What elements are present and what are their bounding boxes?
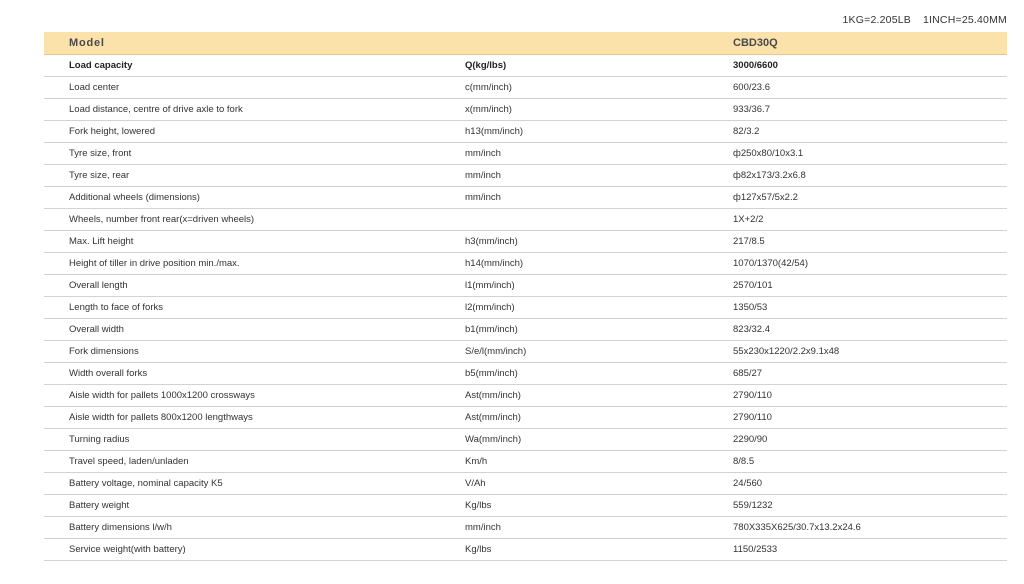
spec-unit: Kg/lbs: [465, 495, 733, 517]
spec-value: ф250x80/10x3.1: [733, 143, 1007, 165]
spec-unit: S/e/l(mm/inch): [465, 341, 733, 363]
spec-value: 55x230x1220/2.2x9.1x48: [733, 341, 1007, 363]
spec-label: Fork height, lowered: [44, 121, 465, 143]
header-model-value: CBD30Q: [733, 32, 1007, 55]
spec-label: Additional wheels (dimensions): [44, 187, 465, 209]
table-row: [44, 143, 1007, 165]
spec-label: Tyre size, rear: [44, 165, 465, 187]
spec-value: 685/27: [733, 363, 1007, 385]
spec-unit: Ast(mm/inch): [465, 385, 733, 407]
spec-label: Width overall forks: [44, 363, 465, 385]
table-header-row: [44, 32, 1007, 55]
spec-unit: h14(mm/inch): [465, 253, 733, 275]
table-row: [44, 385, 1007, 407]
spec-value: ф82x173/3.2x6.8: [733, 165, 1007, 187]
spec-unit: mm/inch: [465, 517, 733, 539]
table-row: [44, 319, 1007, 341]
spec-label: Tyre size, front: [44, 143, 465, 165]
unit-conversion-note: [843, 14, 1007, 26]
spec-unit: c(mm/inch): [465, 77, 733, 99]
spec-value: 1070/1370(42/54): [733, 253, 1007, 275]
table-row: [44, 77, 1007, 99]
spec-label: Overall length: [44, 275, 465, 297]
spec-unit: [465, 209, 733, 231]
spec-label: Height of tiller in drive position min./max.: [44, 253, 465, 275]
table-row: [44, 539, 1007, 561]
spec-label: Battery weight: [44, 495, 465, 517]
table-row: [44, 165, 1007, 187]
spec-unit: h13(mm/inch): [465, 121, 733, 143]
header-unit: [465, 32, 733, 55]
spec-value: 1150/2533: [733, 539, 1007, 561]
table-row: [44, 121, 1007, 143]
spec-value: 8/8.5: [733, 451, 1007, 473]
spec-unit: Wa(mm/inch): [465, 429, 733, 451]
table-row: [44, 55, 1007, 77]
spec-label: Travel speed, laden/unladen: [44, 451, 465, 473]
spec-unit: l1(mm/inch): [465, 275, 733, 297]
table-row: [44, 517, 1007, 539]
table-row: [44, 99, 1007, 121]
spec-unit: mm/inch: [465, 143, 733, 165]
spec-unit: l2(mm/inch): [465, 297, 733, 319]
kg-conversion: 1KG=2.205LB: [842, 14, 911, 26]
table-row: [44, 407, 1007, 429]
spec-unit: b1(mm/inch): [465, 319, 733, 341]
spec-unit: Q(kg/lbs): [465, 55, 733, 77]
spec-label: Service weight(with battery): [44, 539, 465, 561]
table-row: [44, 231, 1007, 253]
spec-label: Wheels, number front rear(x=driven wheels): [44, 209, 465, 231]
spec-value: 2570/101: [733, 275, 1007, 297]
table-row: [44, 429, 1007, 451]
table-row: [44, 187, 1007, 209]
table-row: [44, 473, 1007, 495]
spec-label: Load capacity: [44, 55, 465, 77]
table-row: [44, 451, 1007, 473]
spec-value: 1X+2/2: [733, 209, 1007, 231]
spec-unit: mm/inch: [465, 187, 733, 209]
table-row: [44, 341, 1007, 363]
table-row: [44, 297, 1007, 319]
spec-value: 933/36.7: [733, 99, 1007, 121]
spec-label: Load center: [44, 77, 465, 99]
spec-value: 82/3.2: [733, 121, 1007, 143]
spec-value: 559/1232: [733, 495, 1007, 517]
spec-unit: b5(mm/inch): [465, 363, 733, 385]
spec-unit: V/Ah: [465, 473, 733, 495]
spec-label: Aisle width for pallets 1000x1200 crossways: [44, 385, 465, 407]
spec-label: Battery voltage, nominal capacity K5: [44, 473, 465, 495]
spec-value: 3000/6600: [733, 55, 1007, 77]
spec-unit: Kg/lbs: [465, 539, 733, 561]
spec-value: 780X335X625/30.7x13.2x24.6: [733, 517, 1007, 539]
spec-value: ф127x57/5x2.2: [733, 187, 1007, 209]
spec-label: Length to face of forks: [44, 297, 465, 319]
spec-value: 2790/110: [733, 407, 1007, 429]
spec-label: Aisle width for pallets 800x1200 lengthways: [44, 407, 465, 429]
spec-value: 1350/53: [733, 297, 1007, 319]
header-model-label: Model: [44, 32, 465, 55]
spec-label: Load distance, centre of drive axle to fork: [44, 99, 465, 121]
table-row: [44, 363, 1007, 385]
spec-label: Max. Lift height: [44, 231, 465, 253]
spec-value: 2790/110: [733, 385, 1007, 407]
spec-value: 2290/90: [733, 429, 1007, 451]
spec-label: Overall width: [44, 319, 465, 341]
table-row: [44, 209, 1007, 231]
table-row: [44, 275, 1007, 297]
inch-conversion: 1INCH=25.40MM: [922, 14, 1007, 26]
spec-table: [44, 32, 1007, 561]
spec-label: Fork dimensions: [44, 341, 465, 363]
table-row: [44, 495, 1007, 517]
spec-unit: Km/h: [465, 451, 733, 473]
spec-label: Battery dimensions l/w/h: [44, 517, 465, 539]
spec-table-body: [44, 32, 1007, 561]
spec-value: 823/32.4: [733, 319, 1007, 341]
table-row: [44, 253, 1007, 275]
spec-unit: x(mm/inch): [465, 99, 733, 121]
spec-value: 217/8.5: [733, 231, 1007, 253]
spec-value: 24/560: [733, 473, 1007, 495]
spec-unit: h3(mm/inch): [465, 231, 733, 253]
spec-label: Turning radius: [44, 429, 465, 451]
spec-unit: Ast(mm/inch): [465, 407, 733, 429]
spec-value: 600/23.6: [733, 77, 1007, 99]
spec-unit: mm/inch: [465, 165, 733, 187]
